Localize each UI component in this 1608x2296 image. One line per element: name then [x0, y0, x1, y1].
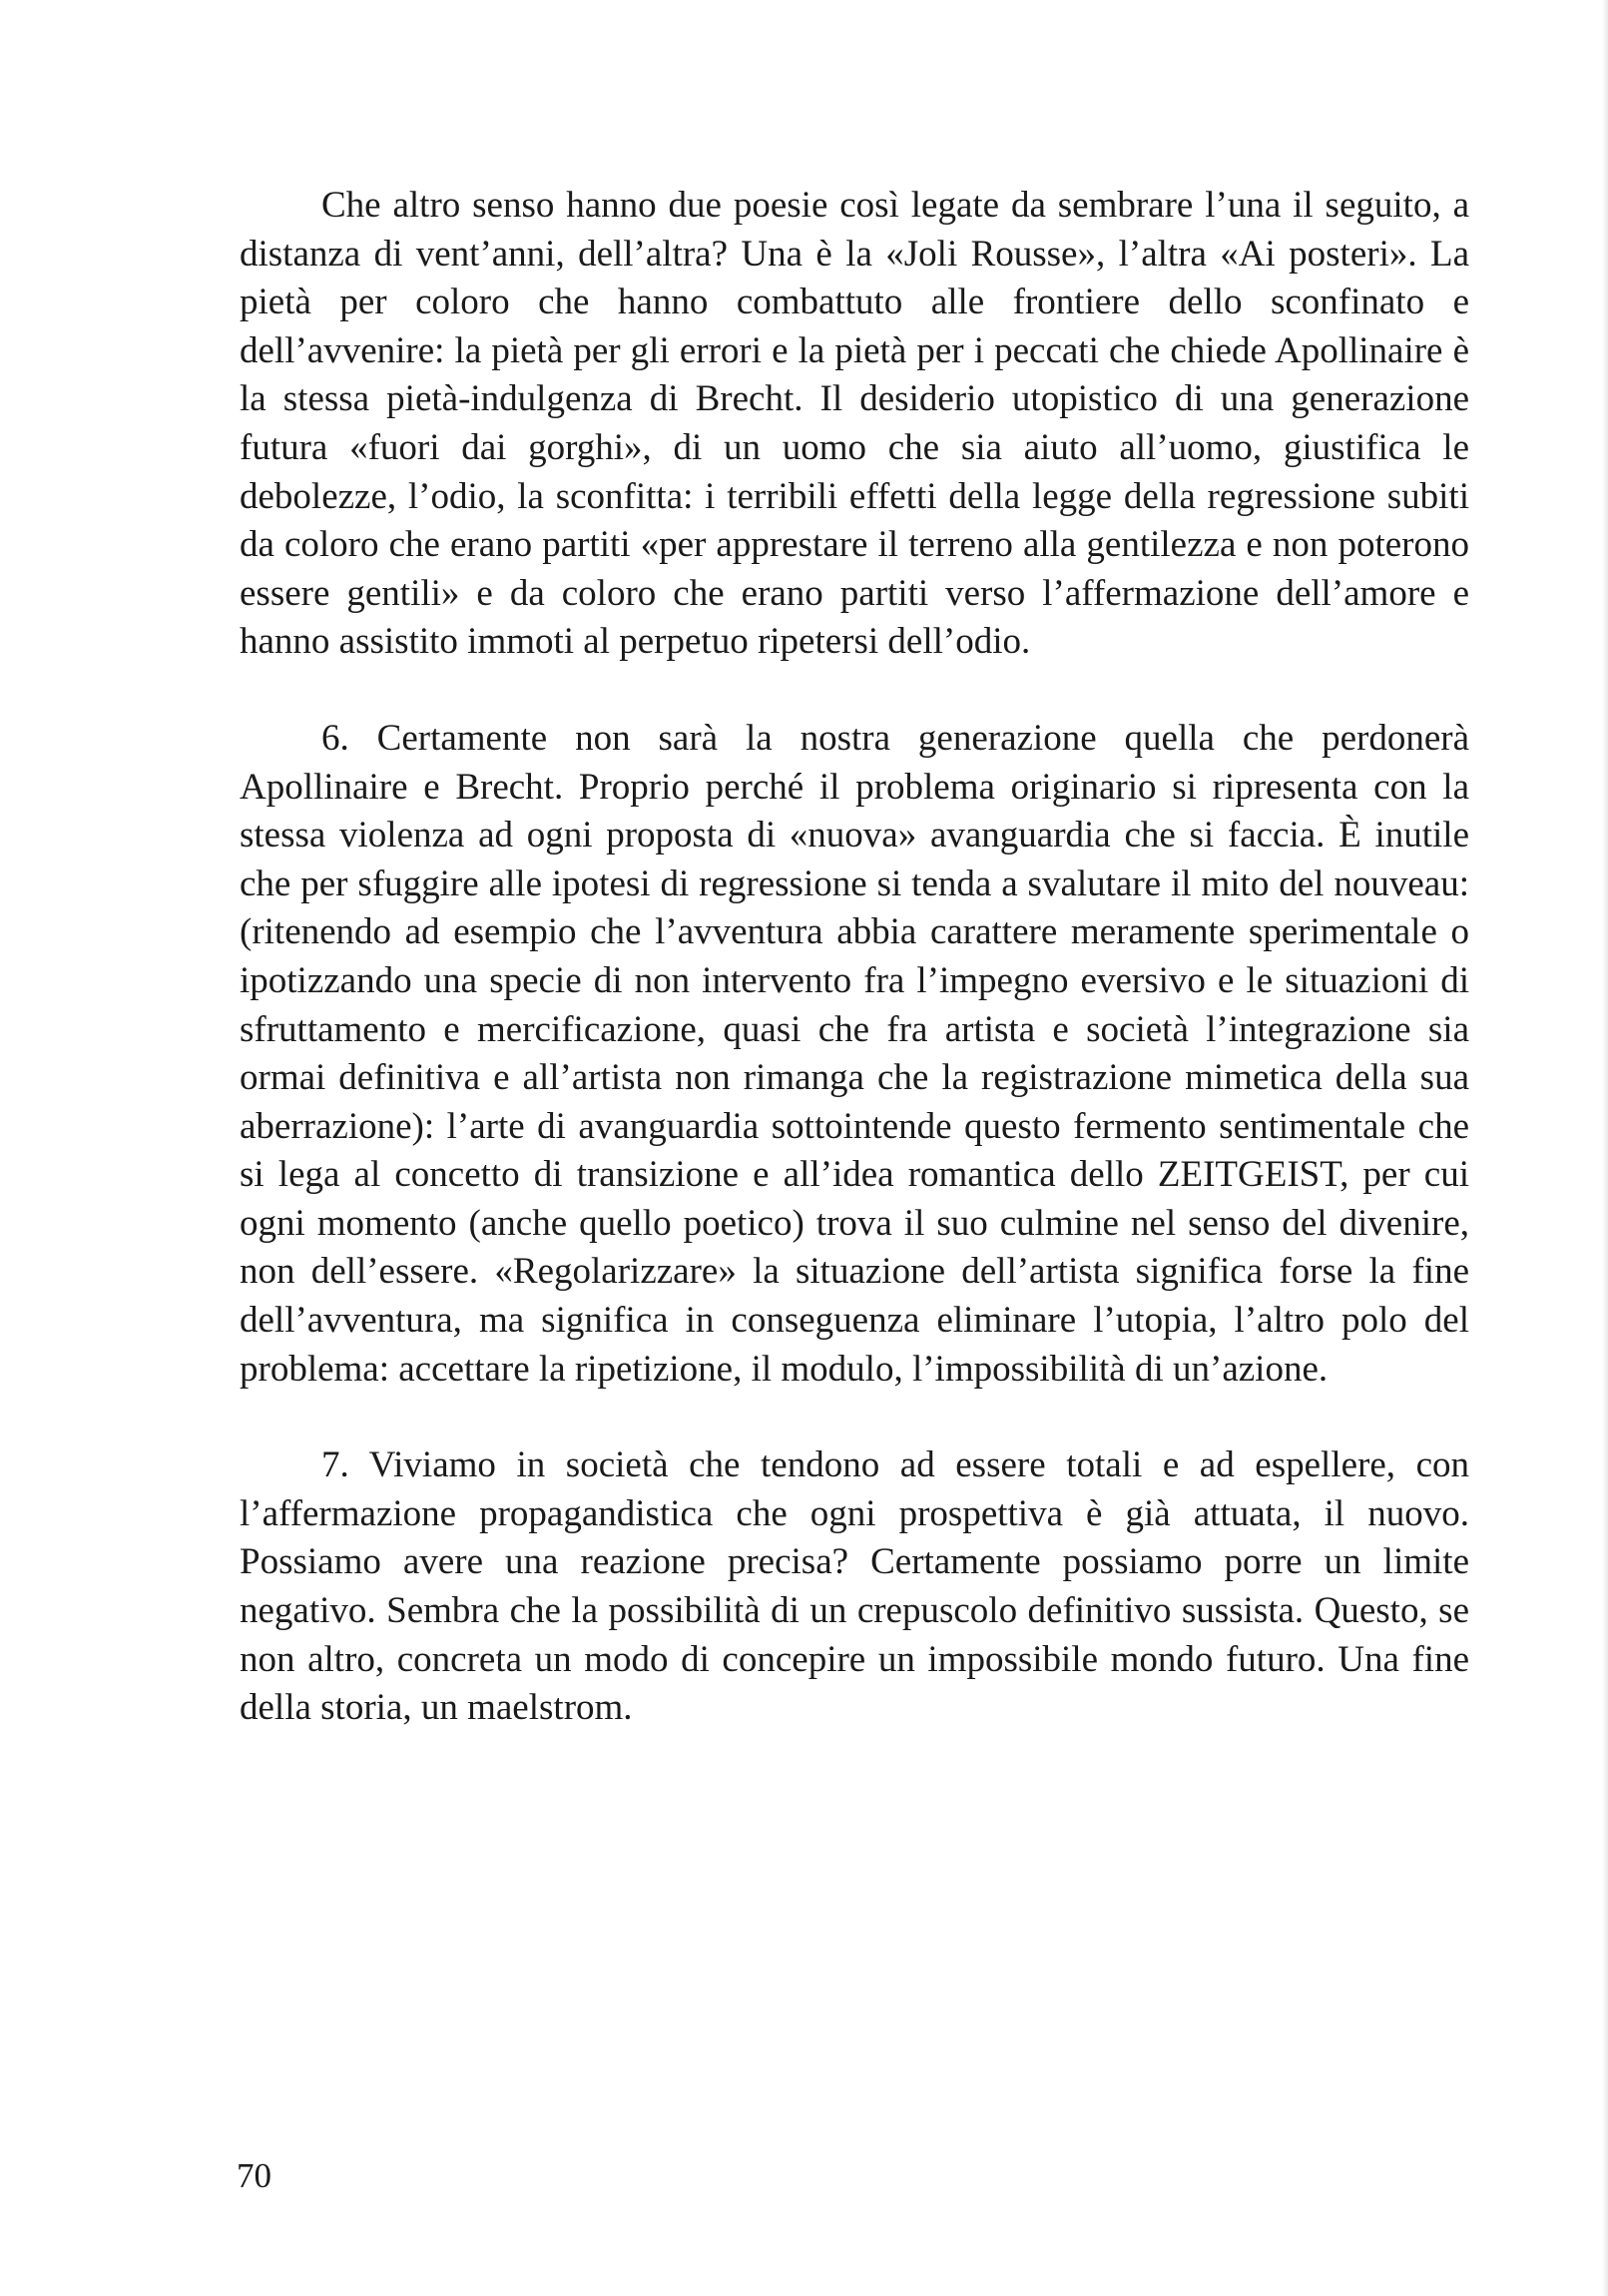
- page-number: 70: [237, 2156, 271, 2195]
- paragraph-section-7: 7. Viviamo in società che tendono ad essere totali e ad espellere, con l’affermazione propagandistica che ogni prospettiva è già attuata, il nuovo. Possiamo avere una reazione precisa? Certamente possiamo porre un limite negativo. Sembra che la possibilità di un crepuscolo definitivo sussista. Questo, se non altro, concreta un modo di concepire un impossibile mondo futuro. Una fine della storia, un maelstrom.: [240, 1444, 1469, 1729]
- body-text: [240, 182, 1469, 1733]
- paragraph-section-6: 6. Certamente non sarà la nostra generazione quella che perdonerà Apollinaire e Brecht. Proprio perché il problema originario si ripresenta con la stessa violenza ad ogni proposta di «nuova» avanguardia che si faccia. È inutile che per sfuggire alle ipotesi di regressione si tenda a svalutare il mito del nouveau: (ritenendo ad esempio che l’avventura abbia carattere meramente sperimentale o ipotizzando una specie di non intervento fra l’impegno eversivo e le situazioni di sfruttamento e mercificazione, quasi che fra artista e società l’integrazione sia ormai definitiva e all’artista non rimanga che la registrazione mimetica della sua aberrazione): l’arte di avanguardia sottointende questo fermento sentimentale che si lega al concetto di transizione e all’idea romantica dello ZEITGEIST, per cui ogni momento (anche quello poetico) trova il suo culmine nel senso del divenire, non dell’essere. «Regolarizzare» la situazione dell’artista significa forse la fine dell’avventura, ma significa in conseguenza eliminare l’utopia, l’altro polo del problema: accettare la ripetizione, il modulo, l’impossibilità di un’azione.: [240, 717, 1469, 1390]
- paragraph-continuation: Che altro senso hanno due poesie così legate da sembrare l’una il seguito, a distanza di vent’anni, dell’altra? Una è la «Joli Rousse», l’altra «Ai posteri». La pietà per coloro che hanno combattuto alle frontiere dello sconfinato e dell’avvenire: la pietà per gli errori e la pietà per i peccati che chiede Apollinaire è la stessa pietà-indulgenza di Brecht. Il desiderio utopistico di una generazione futura «fuori dai gorghi», di un uomo che sia aiuto all’uomo, giustifica le debolezze, l’odio, la sconfitta: i terribili effetti della legge della regressione subiti da coloro che erano partiti «per apprestare il terreno alla gentilezza e non poterono essere gentili» e da coloro che erano partiti verso l’affermazione dell’amore e hanno assistito immoti al perpetuo ripetersi dell’odio.: [240, 185, 1469, 663]
- page-edge: [1602, 0, 1608, 2296]
